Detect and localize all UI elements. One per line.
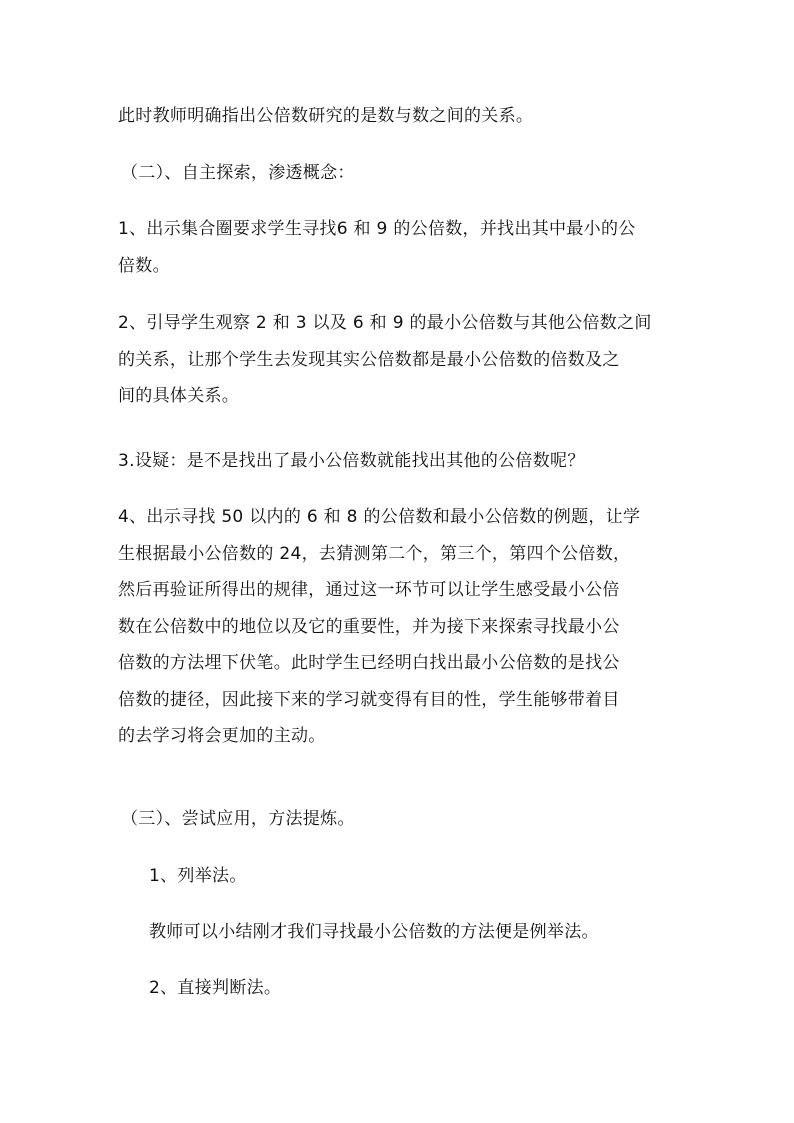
text-line: 数在公倍数中的地位以及它的重要性，并为接下来探索寻找最小公 bbox=[118, 616, 620, 637]
text-line: 教师可以小结刚才我们寻找最小公倍数的方法便是例举法。 bbox=[149, 922, 599, 942]
text-line: 倍数的方法埋下伏笔。此时学生已经明白找出最小公倍数的是找公 bbox=[118, 653, 620, 673]
text-line: 生根据最小公倍数的 24，去猜测第二个，第三个，第四个公倍数， bbox=[118, 543, 631, 564]
paragraph-listing-summary bbox=[149, 914, 689, 951]
text-line: 的去学习将会更加的主动。 bbox=[118, 726, 326, 746]
text-line: 1、列举法。 bbox=[149, 866, 247, 886]
section-heading-apply bbox=[121, 801, 691, 838]
section-heading-explore bbox=[121, 155, 691, 192]
paragraph-item-1 bbox=[118, 211, 688, 284]
text-line: 间的具体关系。 bbox=[118, 386, 240, 406]
text-line: 的关系，让那个学生去发现其实公倍数都是最小公倍数的倍数及之 bbox=[118, 349, 620, 370]
paragraph-item-3 bbox=[118, 443, 688, 480]
method-heading-direct bbox=[149, 970, 689, 1007]
text-line: 4、出示寻找 50 以内的 6 和 8 的公倍数和最小公倍数的例题，让学 bbox=[118, 507, 641, 527]
paragraph-relationship-statement bbox=[118, 98, 688, 135]
text-line: （三）、尝试应用，方法提炼。 bbox=[121, 809, 355, 829]
text-line: 2、直接判断法。 bbox=[149, 978, 282, 998]
text-line: 1、出示集合圈要求学生寻找6 和 9 的公倍数，并找出其中最小的公 bbox=[118, 219, 636, 239]
paragraph-item-2 bbox=[118, 305, 688, 415]
text-line: （二）、自主探索，渗透概念： bbox=[121, 163, 355, 183]
text-line: 2、引导学生观察 2 和 3 以及 6 和 9 的最小公倍数与其他公倍数之间 bbox=[118, 313, 652, 333]
text-line: 此时教师明确指出公倍数研究的是数与数之间的关系。 bbox=[118, 106, 534, 126]
text-line: 倍数的捷径，因此接下来的学习就变得有目的性，学生能够带着目 bbox=[118, 689, 620, 710]
text-line: 3.设疑：是不是找出了最小公倍数就能找出其他的公倍数呢？ bbox=[118, 451, 585, 471]
paragraph-item-4 bbox=[118, 499, 688, 755]
method-heading-listing bbox=[149, 858, 689, 895]
text-line: 倍数。 bbox=[118, 255, 170, 276]
text-line: 然后再验证所得出的规律，通过这一环节可以让学生感受最小公倍 bbox=[118, 580, 620, 600]
